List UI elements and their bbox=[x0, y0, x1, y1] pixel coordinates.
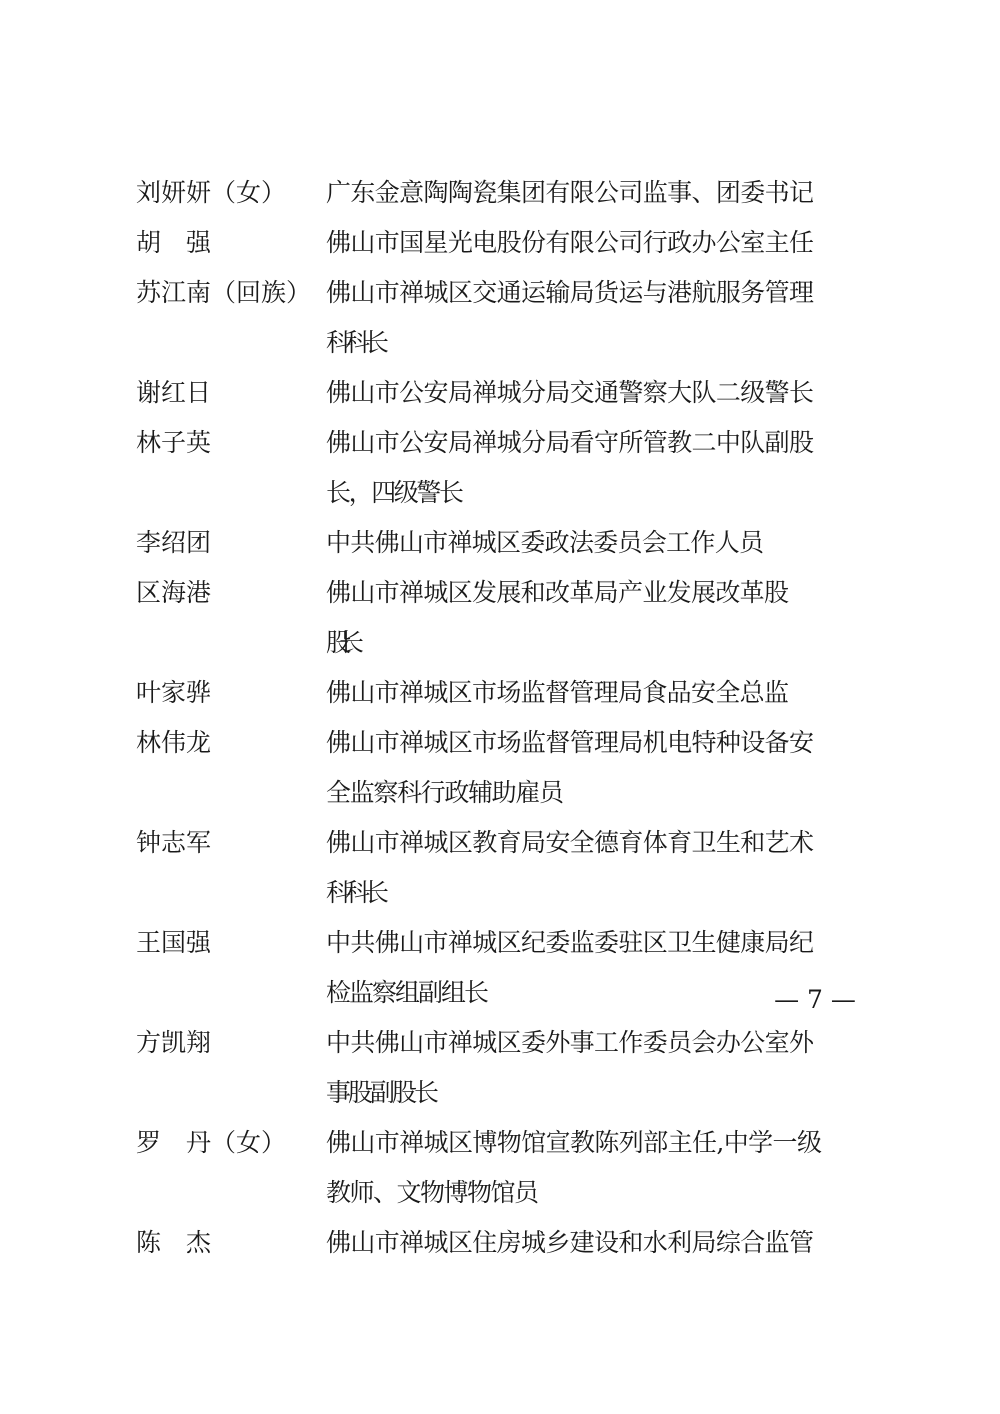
person-title bbox=[326, 518, 886, 568]
list-item bbox=[136, 518, 896, 568]
list-item bbox=[136, 818, 896, 918]
person-title bbox=[326, 818, 886, 918]
list-item bbox=[136, 718, 896, 818]
title-line: 全监察科行政辅助雇员 bbox=[326, 778, 563, 807]
person-name: 胡 强 bbox=[136, 228, 212, 257]
title-line: 佛山市国星光电股份有限公司行政办公室主任 bbox=[326, 228, 814, 257]
title-line: 佛山市禅城区发展和改革局产业发展改革股 bbox=[326, 578, 789, 607]
person-name: 林子英 bbox=[136, 428, 212, 457]
person-title bbox=[326, 1118, 886, 1218]
person-name: 谢红日 bbox=[136, 378, 212, 407]
person-name: 区海港 bbox=[136, 578, 212, 607]
title-line: 中共佛山市禅城区纪委监委驻区卫生健康局纪 bbox=[326, 928, 814, 957]
person-name: 陈 杰 bbox=[136, 1228, 212, 1257]
person-name: 苏江南（回族） bbox=[136, 278, 312, 307]
title-line: 中共佛山市禅城区委政法委员会工作人员 bbox=[326, 528, 764, 557]
title-line: 科科长 bbox=[326, 328, 384, 357]
title-line: 广东金意陶陶瓷集团有限公司监事、团委书记 bbox=[326, 178, 814, 207]
person-name: 叶家骅 bbox=[136, 678, 212, 707]
page-number: — 7 — bbox=[774, 985, 856, 1014]
person-name: 刘妍妍（女） bbox=[136, 178, 287, 207]
title-line: 股长 bbox=[326, 628, 353, 657]
person-name: 罗 丹（女） bbox=[136, 1128, 287, 1157]
list-item bbox=[136, 218, 896, 268]
list-item bbox=[136, 1018, 896, 1118]
honoree-list bbox=[136, 168, 896, 1268]
title-line: 佛山市禅城区市场监督管理局食品安全总监 bbox=[326, 678, 789, 707]
title-line: 事股副股长 bbox=[326, 1078, 437, 1107]
list-item bbox=[136, 418, 896, 518]
title-line: 佛山市禅城区市场监督管理局机电特种设备安 bbox=[326, 728, 814, 757]
title-line: 中共佛山市禅城区委外事工作委员会办公室外 bbox=[326, 1028, 814, 1057]
person-title bbox=[326, 668, 886, 718]
person-name: 林伟龙 bbox=[136, 728, 212, 757]
title-line: 科科长 bbox=[326, 878, 384, 907]
list-item bbox=[136, 1118, 896, 1218]
person-name: 李绍团 bbox=[136, 528, 212, 557]
title-line: 佛山市禅城区交通运输局货运与港航服务管理 bbox=[326, 278, 814, 307]
title-line: 佛山市禅城区博物馆宣教陈列部主任,中学一级 bbox=[326, 1128, 822, 1157]
person-title bbox=[326, 268, 886, 368]
title-line: 教师、文物博物馆员 bbox=[326, 1178, 538, 1207]
person-name: 钟志军 bbox=[136, 828, 212, 857]
person-title bbox=[326, 568, 886, 668]
list-item bbox=[136, 368, 896, 418]
list-item bbox=[136, 668, 896, 718]
person-title bbox=[326, 418, 886, 518]
person-title bbox=[326, 1018, 886, 1118]
list-item bbox=[136, 1218, 896, 1268]
person-title bbox=[326, 718, 886, 818]
title-line: 佛山市禅城区教育局安全德育体育卫生和艺术 bbox=[326, 828, 814, 857]
person-title bbox=[326, 218, 886, 268]
person-title bbox=[326, 168, 886, 218]
title-line: 检监察组副组长 bbox=[326, 978, 488, 1007]
person-name: 方凯翔 bbox=[136, 1028, 212, 1057]
list-item bbox=[136, 268, 896, 368]
list-item bbox=[136, 168, 896, 218]
title-line: 佛山市公安局禅城分局看守所管教二中队副股 bbox=[326, 428, 814, 457]
list-item bbox=[136, 568, 896, 668]
person-name: 王国强 bbox=[136, 928, 212, 957]
title-line: 佛山市公安局禅城分局交通警察大队二级警长 bbox=[326, 378, 814, 407]
person-title bbox=[326, 1218, 886, 1268]
person-title bbox=[326, 368, 886, 418]
title-line: 长，四级警长 bbox=[326, 478, 462, 507]
title-line: 佛山市禅城区住房城乡建设和水利局综合监管 bbox=[326, 1228, 814, 1257]
